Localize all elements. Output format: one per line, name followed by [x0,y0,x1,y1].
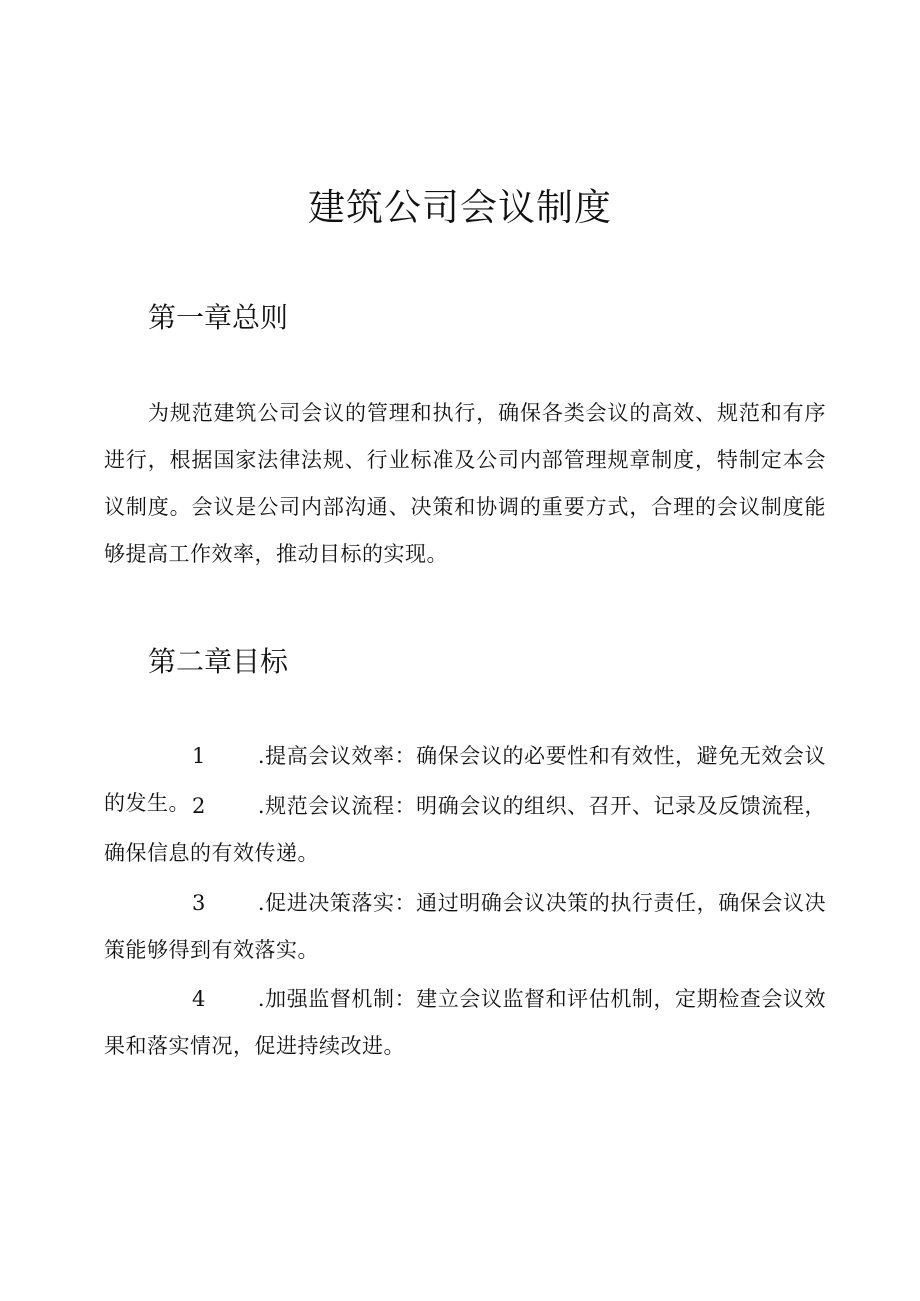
list-item-text: 促进决策落实：通过明确会议决策的执行责任，确保会议决策能够得到有效落实。 [104,891,826,962]
list-item-number: 3 [192,891,206,915]
page-title: 建筑公司会议制度 [308,186,612,229]
list-item [104,976,826,1070]
list-item [104,783,826,877]
list-item-separator: . [257,987,266,1011]
list-item-number: 4 [192,987,206,1011]
chapter-2-heading: 第二章目标 [148,645,289,678]
list-item-text: 提高会议效率：确保会议的必要性和有效性，避免无效会议的发生。 [104,744,826,815]
list-item-number: 1 [192,744,206,768]
chapter-1-heading: 第一章总则 [148,301,289,334]
list-item-text: 加强监督机制：建立会议监督和评估机制，定期检查会议效果和落实情况，促进持续改进。 [104,987,826,1058]
list-item [104,880,826,974]
list-item-separator: . [257,744,266,768]
chapter-1-paragraph: 为规范建筑公司会议的管理和执行，确保各类会议的高效、规范和有序进行，根据国家法律法规、行业标准及公司内部管理规章制度，特制定本会议制度。会议是公司内部沟通、决策和协调的重要方式，合理的会议制度能够提高工作效率，推动目标的实现。 [104,401,826,566]
list-item-number: 2 [192,794,206,818]
list-item-separator: . [257,794,266,818]
list-item-text: 规范会议流程：明确会议的组织、召开、记录及反馈流程，确保信息的有效传递。 [104,794,826,865]
list-item-separator: . [257,891,266,915]
